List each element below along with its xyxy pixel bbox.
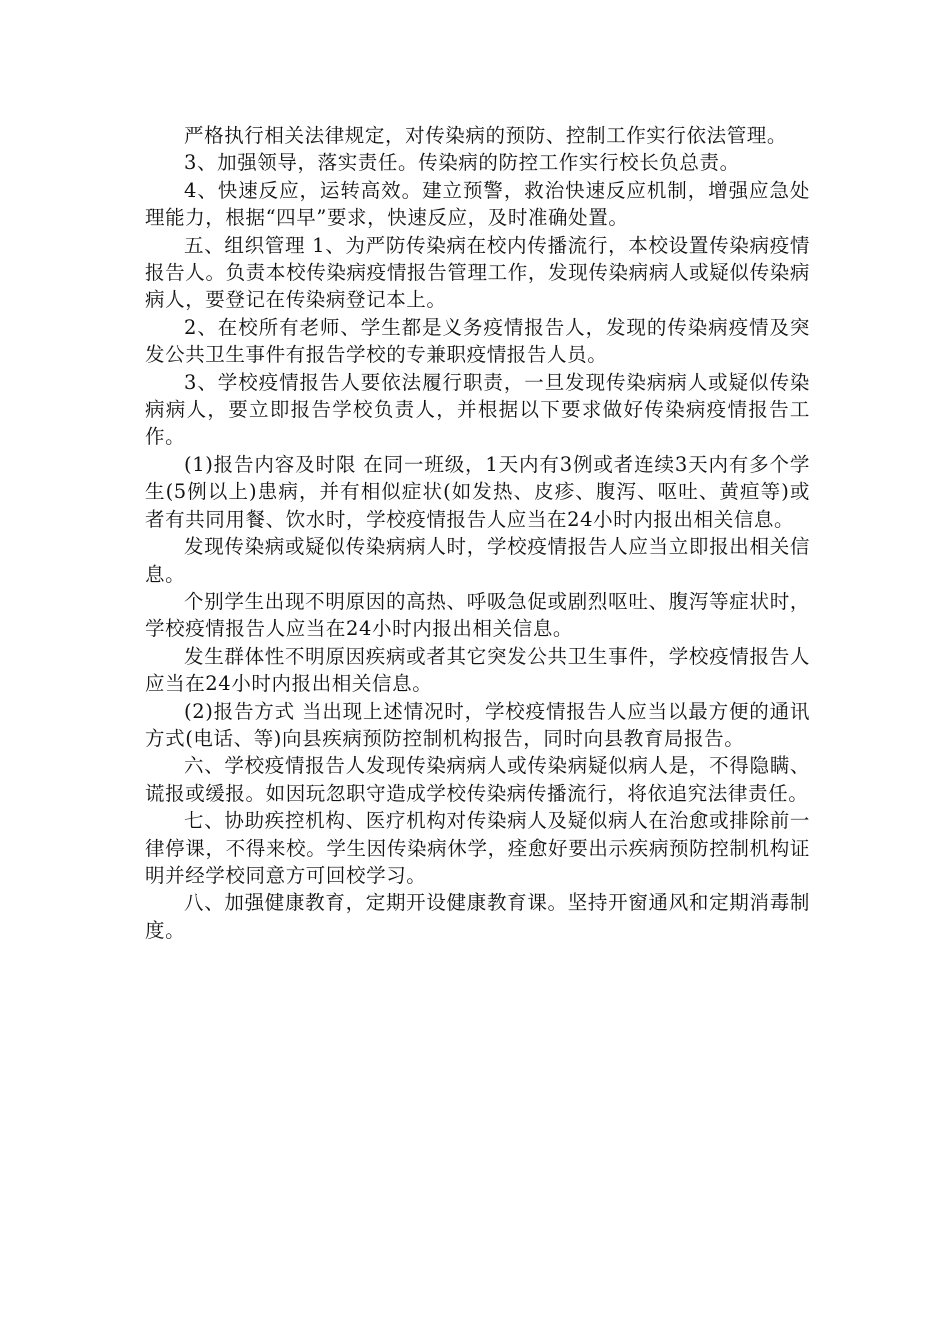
paragraph: 发现传染病或疑似传染病病人时，学校疫情报告人应当立即报出相关信息。 [145, 535, 810, 586]
paragraph: 严格执行相关法律规定，对传染病的预防、控制工作实行依法管理。 [184, 124, 788, 147]
paragraph: 3、加强领导，落实责任。传染病的防控工作实行校长负总责。 [184, 151, 740, 175]
paragraph: 发生群体性不明原因疾病或者其它突发公共卫生事件，学校疫情报告人应当在24小时内报出相关信息。 [145, 644, 810, 696]
paragraph: 七、协助疾控机构、医疗机构对传染病人及疑似病人在治愈或排除前一律停课，不得来校。学生因传染病休学，痊愈好要出示疾病预防控制机构证明并经学校同意方可回校学习。 [145, 809, 810, 887]
paragraph: (1)报告内容及时限 在同一班级，1天内有3例或者连续3天内有多个学生(5例以上)患病，并有相似症状(如发热、皮疹、腹泻、呕吐、黄疸等)或者有共同用餐、饮水时，学校疫情报告人应当在24小时内报出相关信息。 [145, 452, 810, 531]
paragraph: 2、在校所有老师、学生都是义务疫情报告人，发现的传染病疫情及突发公共卫生事件有报告学校的专兼职疫情报告人员。 [145, 315, 810, 367]
paragraph: 六、学校疫情报告人发现传染病病人或传染病疑似病人是，不得隐瞒、谎报或缓报。如因玩忽职守造成学校传染病传播流行，将依追究法律责任。 [145, 754, 810, 805]
paragraph: (2)报告方式 当出现上述情况时，学校疫情报告人应当以最方便的通讯方式(电话、等)向县疾病预防控制机构报告，同时向县教育局报告。 [145, 699, 810, 750]
paragraph: 4、快速反应，运转高效。建立预警，救治快速反应机制，增强应急处理能力，根据“四早”要求，快速反应，及时准确处置。 [145, 178, 810, 230]
paragraph: 个别学生出现不明原因的高热、呼吸急促或剧烈呕吐、腹泻等症状时，学校疫情报告人应当在24小时内报出相关信息。 [145, 589, 810, 641]
paragraph: 五、组织管理 1、为严防传染病在校内传播流行，本校设置传染病疫情报告人。负责本校传染病疫情报告管理工作，发现传染病病人或疑似传染病病人，要登记在传染病登记本上。 [145, 233, 810, 312]
document-body [145, 122, 810, 944]
paragraph: 八、加强健康教育，定期开设健康教育课。坚持开窗通风和定期消毒制度。 [145, 891, 810, 942]
paragraph: 3、学校疫情报告人要依法履行职责，一旦发现传染病病人或疑似传染病病人，要立即报告学校负责人，并根据以下要求做好传染病疫情报告工作。 [145, 370, 810, 449]
